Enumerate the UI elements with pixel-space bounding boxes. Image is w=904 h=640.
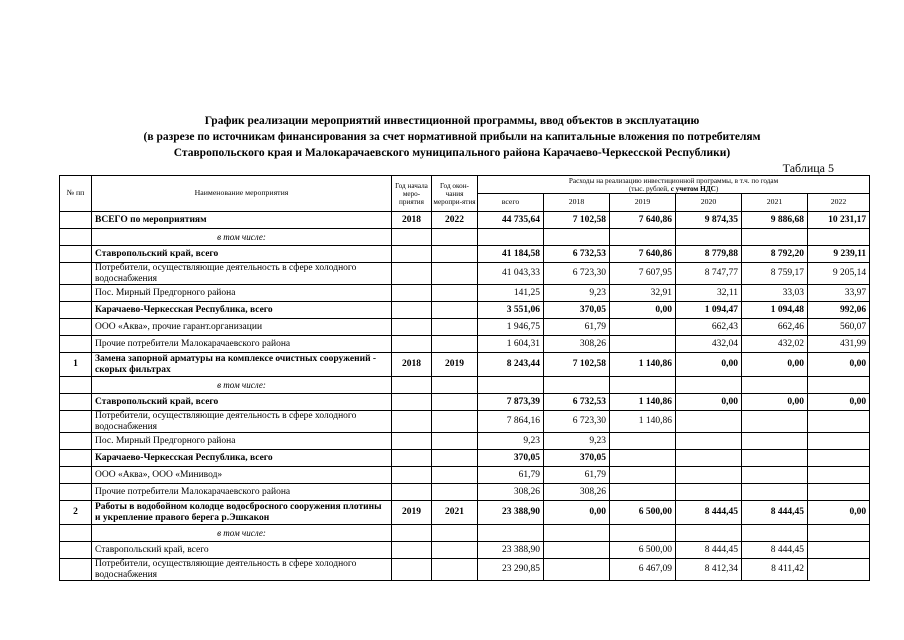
table-row [60,559,870,581]
row-number: 1 [60,353,92,377]
row-name: Ставропольский край, всего [92,542,392,559]
row-value: 0,00 [676,394,742,411]
row-value: 32,91 [610,285,676,302]
row-number [60,319,92,336]
table-row [60,285,870,302]
row-value: 662,46 [742,319,808,336]
row-value: 10 231,17 [808,212,870,229]
row-number [60,542,92,559]
row-end-year [432,559,478,581]
row-name: Прочие потребители Малокарачаевского района [92,336,392,353]
row-value: 6 732,53 [544,394,610,411]
row-value [610,377,676,394]
row-name: Прочие потребители Малокарачаевского района [92,484,392,501]
row-end-year [432,319,478,336]
row-number: 2 [60,501,92,525]
row-value: 0,00 [742,394,808,411]
row-name: ВСЕГО по мероприятиям [92,212,392,229]
row-name: в том числе: [92,377,392,394]
row-value: 0,00 [676,353,742,377]
row-name: Карачаево-Черкесская Республика, всего [92,450,392,467]
row-start-year [392,433,432,450]
row-value: 6 723,30 [544,411,610,433]
row-value [742,433,808,450]
row-start-year: 2018 [392,353,432,377]
table-row [60,246,870,263]
row-value: 6 467,09 [610,559,676,581]
row-start-year [392,394,432,411]
table-row [60,377,870,394]
row-number [60,467,92,484]
row-value [478,229,544,246]
row-end-year [432,525,478,542]
header-expenses-line-1: Расходы на реализацию инвестиционной программы, в т.ч. по годам [568,176,779,185]
row-value: 8 759,17 [742,263,808,285]
row-value: 9 886,68 [742,212,808,229]
row-number [60,302,92,319]
row-end-year [432,246,478,263]
header-expenses-vat: с учетом НДС [670,184,716,193]
row-number [60,336,92,353]
row-value [742,525,808,542]
row-value: 8 412,34 [676,559,742,581]
row-value [808,467,870,484]
row-number [60,285,92,302]
row-value: 560,07 [808,319,870,336]
row-end-year: 2019 [432,353,478,377]
row-value: 308,26 [544,336,610,353]
row-value [544,229,610,246]
row-number [60,411,92,433]
header-end-year: Год окон-чания меропри-ятия [432,176,478,212]
row-name: Пос. Мирный Предгорного района [92,285,392,302]
table-row [60,433,870,450]
row-value: 61,79 [478,467,544,484]
row-name: Потребители, осуществляющие деятельность в сфере холодного водоснабжения [92,411,392,433]
row-value: 7 640,86 [610,212,676,229]
row-value: 1 140,86 [610,411,676,433]
row-name: Ставропольский край, всего [92,394,392,411]
row-value [742,229,808,246]
row-value [808,450,870,467]
row-start-year [392,484,432,501]
row-value: 23 290,85 [478,559,544,581]
row-value [742,377,808,394]
row-value: 6 500,00 [610,542,676,559]
row-value: 662,43 [676,319,742,336]
table-row [60,336,870,353]
table-row [60,353,870,377]
row-value: 141,25 [478,285,544,302]
row-number [60,433,92,450]
row-end-year [432,411,478,433]
row-value [610,525,676,542]
row-start-year [392,411,432,433]
row-start-year [392,319,432,336]
row-number [60,229,92,246]
row-start-year [392,542,432,559]
row-start-year [392,229,432,246]
row-value [610,229,676,246]
row-start-year [392,525,432,542]
row-value: 8 444,45 [742,542,808,559]
row-value [676,450,742,467]
row-value [478,525,544,542]
table-row [60,302,870,319]
row-start-year [392,336,432,353]
row-value: 41 184,58 [478,246,544,263]
row-name: ООО «Аква», прочие гарант.организации [92,319,392,336]
doc-title-line-3: Ставропольского края и Малокарачаевского муниципального района Карачаево-Черкесской Республики) [173,147,731,159]
row-value [742,484,808,501]
row-end-year [432,394,478,411]
row-value: 41 043,33 [478,263,544,285]
row-number [60,212,92,229]
header-year-total: всего [478,194,544,212]
table-row [60,484,870,501]
header-year-2022: 2022 [808,194,870,212]
row-name: Пос. Мирный Предгорного района [92,433,392,450]
row-value: 370,05 [544,450,610,467]
row-end-year: 2021 [432,501,478,525]
header-start-year: Год начала меро-приятия [392,176,432,212]
row-name: Замена запорной арматуры на комплексе очистных сооружений - скорых фильтрах [92,353,392,377]
row-name: в том числе: [92,525,392,542]
row-value [610,484,676,501]
header-expenses-close: ) [715,184,719,193]
row-value [808,411,870,433]
row-value: 33,03 [742,285,808,302]
row-value [478,377,544,394]
row-value: 44 735,64 [478,212,544,229]
header-expenses [478,176,870,194]
row-name: Потребители, осуществляющие деятельность в сфере холодного водоснабжения [92,263,392,285]
row-value [610,467,676,484]
row-value [808,433,870,450]
row-end-year [432,229,478,246]
row-name: ООО «Аква», ООО «Минивод» [92,467,392,484]
row-number [60,450,92,467]
table-row [60,501,870,525]
row-end-year [432,336,478,353]
row-start-year [392,246,432,263]
row-value: 8 444,45 [742,501,808,525]
header-no: № пп [60,176,92,212]
row-value: 7 102,58 [544,353,610,377]
header-year-2019: 2019 [610,194,676,212]
row-end-year [432,542,478,559]
row-value [808,525,870,542]
row-end-year [432,377,478,394]
row-value: 7 607,95 [610,263,676,285]
header-year-2021: 2021 [742,194,808,212]
row-value [742,467,808,484]
row-value [676,484,742,501]
row-start-year [392,450,432,467]
row-value: 32,11 [676,285,742,302]
row-end-year [432,302,478,319]
row-end-year [432,285,478,302]
row-value [676,411,742,433]
row-value: 0,00 [610,302,676,319]
table-number: Таблица 5 [782,161,834,175]
row-value: 992,06 [808,302,870,319]
row-value: 9 205,14 [808,263,870,285]
row-value: 1 094,47 [676,302,742,319]
row-value: 8 243,44 [478,353,544,377]
row-value: 9 239,11 [808,246,870,263]
row-value [808,484,870,501]
row-value [808,377,870,394]
row-number [60,394,92,411]
row-value: 6 500,00 [610,501,676,525]
table-row [60,319,870,336]
row-value: 8 444,45 [676,501,742,525]
row-start-year [392,263,432,285]
row-end-year [432,467,478,484]
row-value: 6 723,30 [544,263,610,285]
table-row [60,263,870,285]
row-value: 9,23 [478,433,544,450]
table-row [60,411,870,433]
row-name: Потребители, осуществляющие деятельность в сфере холодного водоснабжения [92,559,392,581]
row-start-year [392,285,432,302]
row-value: 3 551,06 [478,302,544,319]
header-name: Наименование мероприятия [92,176,392,212]
row-value: 1 140,86 [610,353,676,377]
row-value [742,411,808,433]
row-value [808,559,870,581]
table-row [60,212,870,229]
row-value [610,450,676,467]
table-row [60,229,870,246]
row-value [808,229,870,246]
row-end-year [432,263,478,285]
row-value: 432,04 [676,336,742,353]
row-value [676,377,742,394]
row-value: 23 388,90 [478,501,544,525]
row-number [60,263,92,285]
row-number [60,246,92,263]
row-number [60,525,92,542]
row-value [544,525,610,542]
row-value: 370,05 [478,450,544,467]
row-start-year: 2019 [392,501,432,525]
table-row [60,525,870,542]
table-row [60,450,870,467]
row-end-year [432,450,478,467]
header-expenses-unit: (тыс. рублей, [628,184,671,193]
row-value: 1 604,31 [478,336,544,353]
row-start-year [392,302,432,319]
row-value: 7 102,58 [544,212,610,229]
row-value [544,377,610,394]
row-value [610,433,676,450]
row-value: 308,26 [544,484,610,501]
row-end-year: 2022 [432,212,478,229]
row-value: 0,00 [808,353,870,377]
row-value [676,229,742,246]
row-value: 1 140,86 [610,394,676,411]
table-row [60,542,870,559]
row-number [60,559,92,581]
row-value: 8 779,88 [676,246,742,263]
row-value: 431,99 [808,336,870,353]
row-name: Карачаево-Черкесская Республика, всего [92,302,392,319]
row-name: в том числе: [92,229,392,246]
row-end-year [432,484,478,501]
row-value [676,433,742,450]
row-name: Ставропольский край, всего [92,246,392,263]
row-end-year [432,433,478,450]
row-value [742,450,808,467]
row-value: 7 640,86 [610,246,676,263]
row-value [610,336,676,353]
row-value: 8 444,45 [676,542,742,559]
row-value: 308,26 [478,484,544,501]
row-value: 7 873,39 [478,394,544,411]
row-start-year [392,377,432,394]
row-value: 8 411,42 [742,559,808,581]
row-value: 1 094,48 [742,302,808,319]
row-value: 9,23 [544,285,610,302]
row-value [544,559,610,581]
row-value: 9 874,35 [676,212,742,229]
header-year-2018: 2018 [544,194,610,212]
row-number [60,377,92,394]
doc-title-line-2: (в разрезе по источникам финансирования за счет нормативной прибыли на капитальные вложения по потребителям [143,131,761,143]
row-value: 1 946,75 [478,319,544,336]
row-start-year: 2018 [392,212,432,229]
row-value [676,525,742,542]
row-value: 8 747,77 [676,263,742,285]
row-value [808,542,870,559]
investment-schedule-table [59,175,870,581]
row-value: 0,00 [808,394,870,411]
row-value: 7 864,16 [478,411,544,433]
row-number [60,484,92,501]
row-value: 23 388,90 [478,542,544,559]
header-year-2020: 2020 [676,194,742,212]
row-value: 9,23 [544,433,610,450]
row-value: 8 792,20 [742,246,808,263]
row-value: 61,79 [544,467,610,484]
row-value [676,467,742,484]
doc-title-line-1: График реализации мероприятий инвестиционной программы, ввод объектов в эксплуатацию [204,115,700,127]
header-row [60,176,870,194]
row-start-year [392,467,432,484]
row-value: 370,05 [544,302,610,319]
row-start-year [392,559,432,581]
row-value: 33,97 [808,285,870,302]
table-row [60,394,870,411]
row-value: 0,00 [742,353,808,377]
table-row [60,467,870,484]
row-value: 6 732,53 [544,246,610,263]
row-value: 0,00 [544,501,610,525]
row-value: 61,79 [544,319,610,336]
row-value [610,319,676,336]
row-value [544,542,610,559]
row-value: 0,00 [808,501,870,525]
row-name: Работы в водобойном колодце водосбросного сооружения плотины и укрепление правого берега р.Эшкакон [92,501,392,525]
row-value: 432,02 [742,336,808,353]
